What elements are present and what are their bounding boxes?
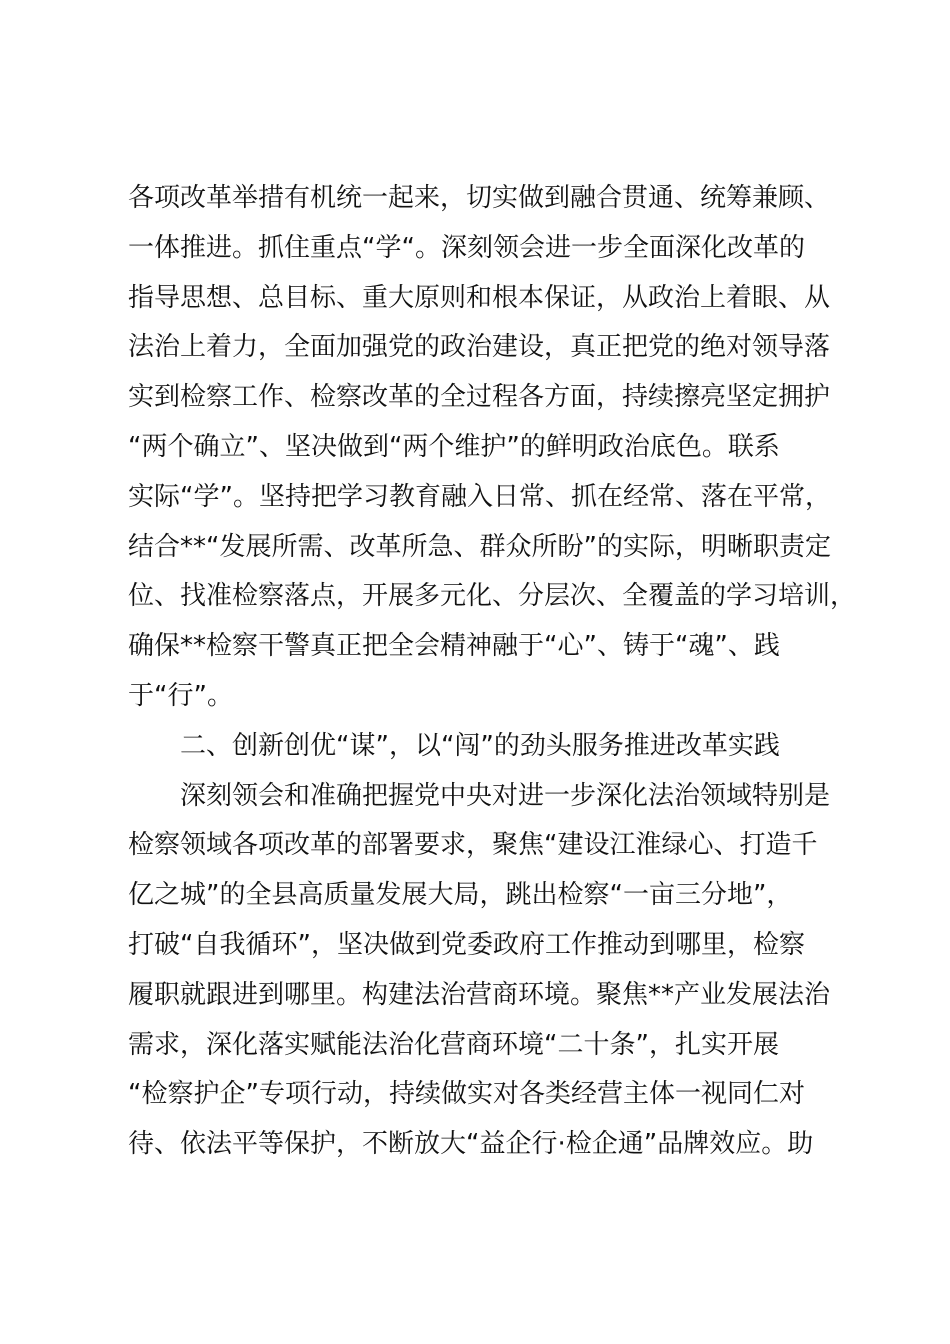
text-line: “检察护企”专项行动，持续做实对各类经营主体一视同仁对 [128,1079,805,1110]
text-line: 检察领域各项改革的部署要求，聚焦“建设江淮绿心、打造千 [128,830,818,861]
text-line: 确保**检察干警真正把全会精神融于“心”、铸于“魂”、践 [128,631,780,662]
text-line: 结合**“发展所需、改革所急、群众所盼”的实际，明晰职责定 [128,531,831,562]
text-line: 各项改革举措有机统一起来，切实做到融合贯通、统筹兼顾、 [128,183,831,213]
text-line: 履职就跟进到哪里。构建法治营商环境。聚焦**产业发展法治 [128,979,831,1010]
text-line: 需求，深化落实赋能法治化营商环境“二十条”，扎实开展 [128,1029,779,1060]
text-line: “两个确立”、坚决做到“两个维护”的鲜明政治底色。联系 [128,431,780,462]
text-line: 实际“学”。坚持把学习教育融入日常、抓在经常、落在平常， [128,481,831,512]
text-line: 法治上着力，全面加强党的政治建设，真正把党的绝对领导落 [128,332,831,363]
text-line: 深刻领会和准确把握党中央对进一步深化法治领域特别是 [180,780,831,811]
text-line: 实到检察工作、检察改革的全过程各方面，持续擦亮坚定拥护 [128,382,831,413]
text-line: 位、找准检察落点，开展多元化、分层次、全覆盖的学习培训， [128,581,857,612]
document-body [128,174,868,1170]
text-line: 指导思想、总目标、重大原则和根本保证，从政治上着眼、从 [128,282,831,313]
section-heading: 二、创新创优“谋”，以“闯”的劲头服务推进改革实践 [180,730,780,761]
text-line: 于“行”。 [128,680,233,711]
text-line: 亿之城”的全县高质量发展大局，跳出检察“一亩三分地”， [128,880,793,911]
text-line: 打破“自我循环”，坚决做到党委政府工作推动到哪里，检察 [128,929,805,960]
text-line: 一体推进。抓住重点“学“。深刻领会进一步全面深化改革的 [128,232,805,263]
text-line: 待、依法平等保护，不断放大“益企行·检企通”品牌效应。助 [128,1129,814,1160]
